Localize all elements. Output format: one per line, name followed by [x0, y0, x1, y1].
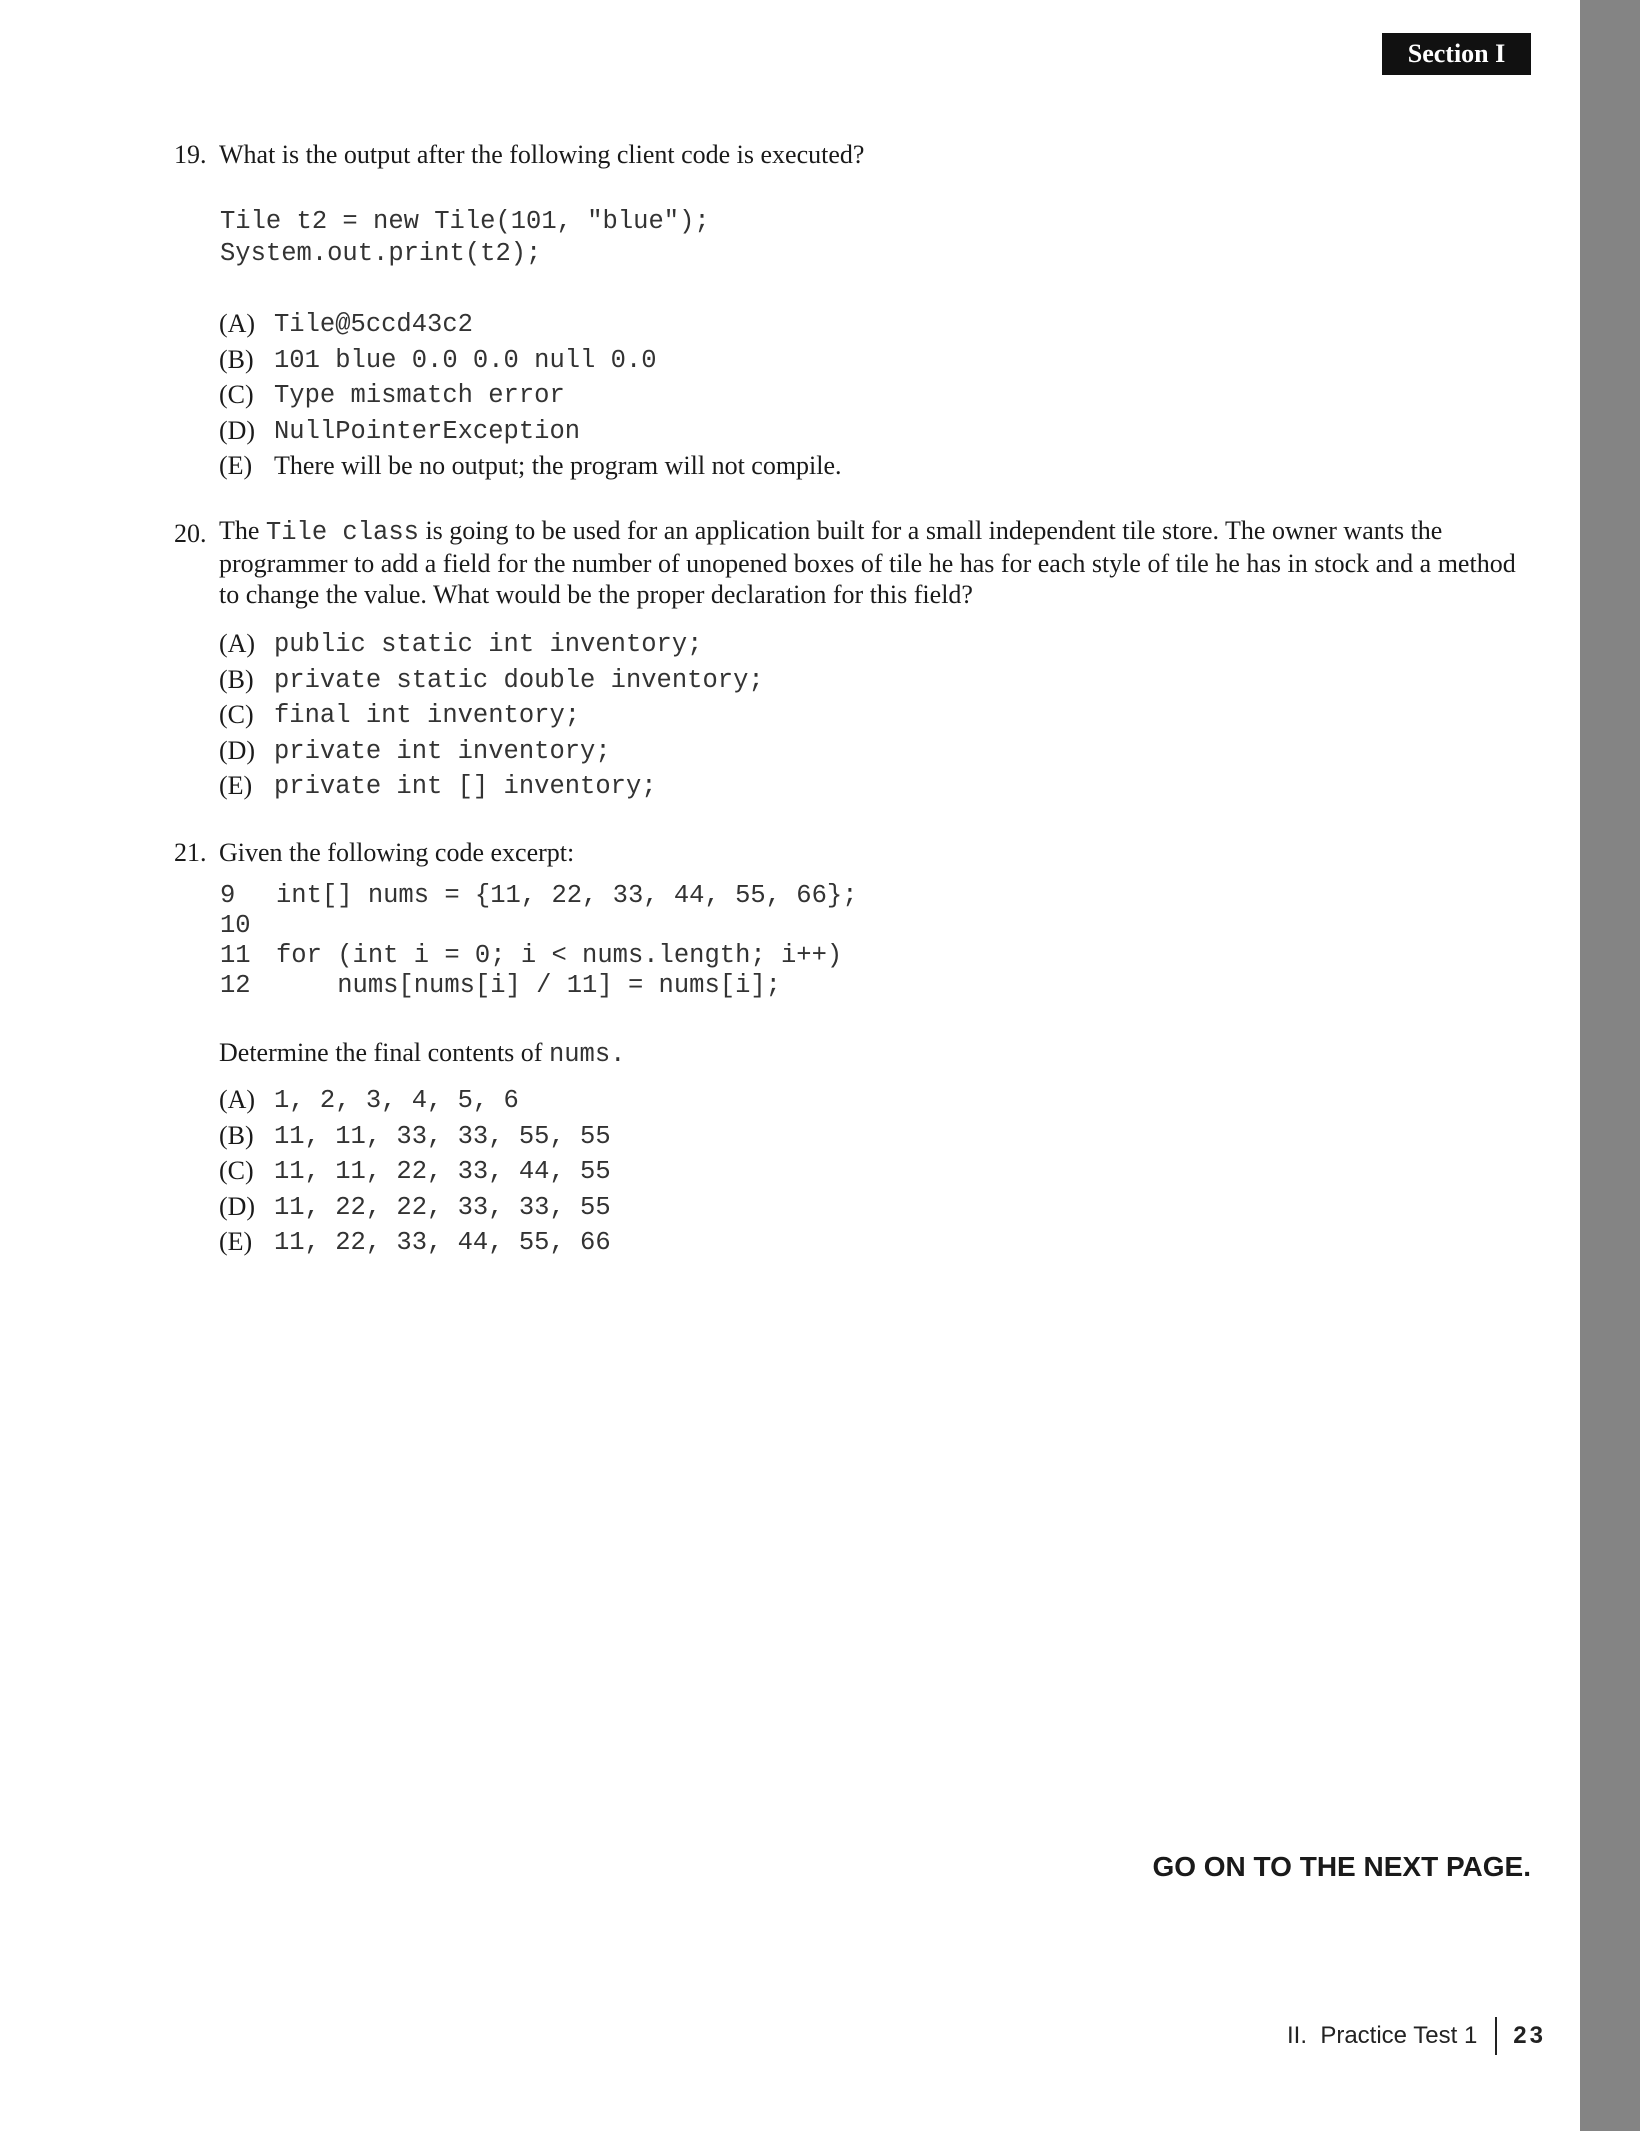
page-number: 23 [1513, 2022, 1546, 2049]
option-letter: (D) [219, 1192, 256, 1221]
option-letter: (D) [219, 736, 256, 765]
code-line: for (int i = 0; i < nums.length; i++) [276, 941, 843, 970]
line-number: 10 [220, 911, 251, 940]
prompt-text: Determine the final contents of [219, 1038, 549, 1067]
line-number: 11 [220, 941, 251, 970]
option-letter: (D) [219, 416, 256, 445]
page-edge-tab [1580, 0, 1640, 2131]
option-text: private int [] inventory; [274, 772, 657, 801]
code-line: Tile t2 = new Tile(101, "blue"); [220, 207, 710, 236]
code-line: nums[nums[i] / 11] = nums[i]; [276, 971, 781, 1000]
prompt-text: is going to be used for an application built for a small independent tile store. The owner wants the programmer to add a field for the number of unopened boxes of tile he has for each style of tile he has in stock and a method to change the value. What would be the proper declaration for this field? [219, 516, 1516, 609]
option-text: 11, 22, 22, 33, 33, 55 [274, 1193, 611, 1222]
page-footer [1287, 2017, 1546, 2055]
option-letter: (A) [219, 309, 256, 338]
prompt-code: nums. [548, 1040, 626, 1069]
option-letter: (C) [219, 380, 254, 409]
question-prompt: Given the following code excerpt: [219, 838, 575, 867]
option-text: private static double inventory; [274, 666, 764, 695]
code-line: System.out.print(t2); [220, 239, 542, 268]
option-text: There will be no output; the program will not compile. [274, 451, 842, 480]
option-text: 11, 22, 33, 44, 55, 66 [274, 1228, 611, 1257]
option-text: private int inventory; [274, 737, 611, 766]
option-text: final int inventory; [274, 701, 581, 730]
option-letter: (C) [219, 1156, 254, 1185]
option-letter: (B) [219, 345, 254, 374]
code-line: int[] nums = {11, 22, 33, 44, 55, 66}; [276, 881, 858, 910]
prompt-text: The [219, 516, 266, 545]
option-letter: (E) [219, 1227, 253, 1256]
option-text: 11, 11, 33, 33, 55, 55 [274, 1122, 611, 1151]
option-text: 101 blue 0.0 0.0 null 0.0 [274, 346, 657, 375]
line-number: 9 [220, 881, 236, 910]
line-number: 12 [220, 971, 251, 1000]
option-text: public static int inventory; [274, 630, 703, 659]
question-number: 21. [174, 838, 207, 867]
question-number: 19. [174, 140, 207, 169]
follow-up-prompt [219, 1040, 625, 1068]
option-text: NullPointerException [274, 417, 581, 446]
option-text: 11, 11, 22, 33, 44, 55 [274, 1157, 611, 1186]
option-letter: (C) [219, 700, 254, 729]
prompt-code: Tile class [265, 518, 419, 547]
option-letter: (B) [219, 1121, 254, 1150]
question-prompt [219, 515, 1539, 610]
question-number: 20. [174, 519, 207, 548]
question-prompt: What is the output after the following client code is executed? [219, 140, 865, 169]
option-text: 1, 2, 3, 4, 5, 6 [274, 1086, 519, 1115]
option-letter: (E) [219, 451, 253, 480]
chapter-label: II. Practice Test 1 [1286, 2022, 1478, 2049]
option-letter: (A) [219, 629, 256, 658]
option-text: Tile@5ccd43c2 [274, 310, 473, 339]
go-on-notice: GO ON TO THE NEXT PAGE. [1152, 1851, 1531, 1882]
option-letter: (E) [219, 771, 253, 800]
footer-divider [1495, 2017, 1497, 2055]
option-letter: (B) [219, 665, 254, 694]
section-badge: Section I [1382, 33, 1531, 75]
option-text: Type mismatch error [274, 381, 565, 410]
option-letter: (A) [219, 1085, 256, 1114]
